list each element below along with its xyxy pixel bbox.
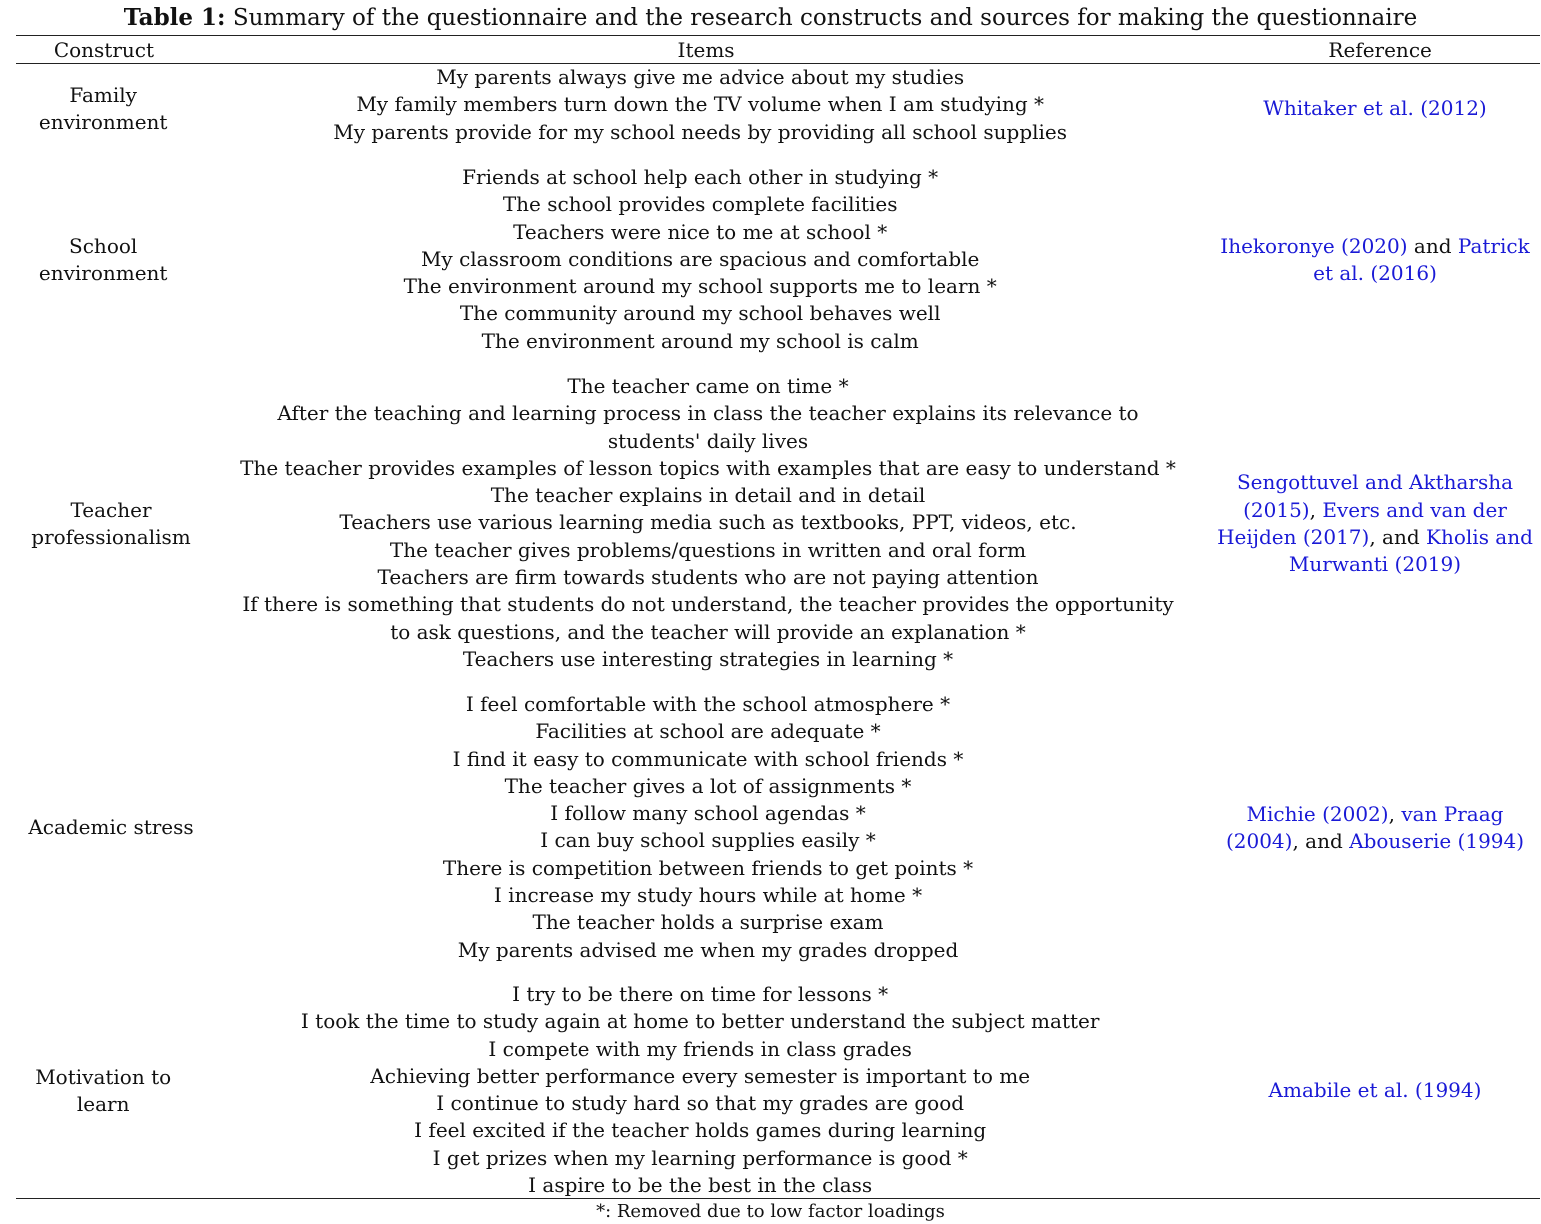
item-text: The teacher came on time * xyxy=(567,374,849,398)
item-text: I took the time to study again at home to better understand the subject matter xyxy=(300,1009,1100,1034)
items-cell xyxy=(206,691,1210,965)
reference-cell xyxy=(1210,469,1540,578)
item-text: The environment around my school supports me to learn * xyxy=(403,274,997,299)
item-text: I feel comfortable with the school atmosphere * xyxy=(465,692,951,716)
item-text: I continue to study hard so that my grades are good xyxy=(436,1091,965,1116)
reference-link[interactable]: Amabile et al. (1994) xyxy=(1268,1078,1482,1103)
construct-label: School environment xyxy=(38,233,168,285)
reference-link[interactable]: Sengottuvel and Aktharsha (2015) xyxy=(1236,470,1514,522)
construct-label: Teacher professionalism xyxy=(31,497,191,549)
item-text: I compete with my friends in class grades xyxy=(488,1036,912,1061)
reference-cell xyxy=(1210,233,1540,288)
items-cell xyxy=(206,373,1210,675)
item-text: The teacher gives problems/questions in written and oral form xyxy=(389,537,1027,562)
item-text: I can buy school supplies easily * xyxy=(540,828,876,853)
item-text: Teachers use interesting strategies in learning * xyxy=(462,646,954,671)
reference-separator: , xyxy=(1388,801,1402,826)
item-text: Achieving better performance every semester is important to me xyxy=(370,1063,1031,1088)
item-text: My parents provide for my school needs by providing all school supplies xyxy=(333,119,1068,144)
questionnaire-table xyxy=(16,35,1540,64)
reference-link[interactable]: Michie (2002) xyxy=(1246,801,1389,826)
item-text: The teacher explains in detail and in detail xyxy=(490,483,926,508)
construct-label: Motivation to learn xyxy=(35,1064,172,1116)
item-text: The teacher gives a lot of assignments * xyxy=(504,773,912,798)
table-row-teacher-professionalism xyxy=(16,373,1540,675)
reference-link[interactable]: Ihekoronye (2020) xyxy=(1220,233,1408,258)
items-cell xyxy=(190,164,1210,356)
header-reference: Reference xyxy=(1328,37,1432,62)
table-row-school-environment xyxy=(16,164,1540,356)
item-text: The teacher provides examples of lesson topics with examples that are easy to understand * xyxy=(240,455,1176,480)
reference-cell xyxy=(1210,1077,1540,1104)
reference-separator: , xyxy=(1309,497,1323,522)
item-text: I get prizes when my learning performance is good * xyxy=(432,1145,968,1170)
table-row-family-environment xyxy=(16,64,1540,154)
item-text: I try to be there on time for lessons * xyxy=(512,982,889,1006)
header-items: Items xyxy=(677,37,735,62)
item-text: Teachers are firm towards students who are not paying attention xyxy=(377,565,1039,590)
item-text: Friends at school help each other in studying * xyxy=(462,165,939,189)
item-text: The school provides complete facilities xyxy=(502,192,898,217)
item-text: There is competition between friends to get points * xyxy=(442,855,974,880)
item-text: I aspire to be the best in the class xyxy=(528,1173,873,1198)
item-text: Teachers use various learning media such as textbooks, PPT, videos, etc. xyxy=(339,510,1077,535)
item-text: My family members turn down the TV volume when I am studying * xyxy=(356,92,1045,117)
item-text: My classroom conditions are spacious and comfortable xyxy=(420,246,980,271)
construct-label: Academic stress xyxy=(28,815,194,840)
caption-text: Summary of the questionnaire and the research constructs and sources for making the questionnaire xyxy=(232,5,1418,31)
item-text: I find it easy to communicate with school friends * xyxy=(452,746,964,771)
item-text: Teachers were nice to me at school * xyxy=(513,219,888,244)
reference-cell xyxy=(1210,801,1540,856)
table-header-row xyxy=(16,36,1540,63)
item-text: The community around my school behaves well xyxy=(459,301,941,326)
table-footnote: *: Removed due to low factor loadings xyxy=(596,1201,945,1222)
header-construct: Construct xyxy=(53,37,155,62)
item-text: After the teaching and learning process in class the teacher explains its relevance to students' daily lives xyxy=(277,401,1139,453)
items-cell xyxy=(190,64,1210,154)
reference-link[interactable]: Evers and van der Heijden (2017) xyxy=(1217,497,1507,549)
construct-label: Family environment xyxy=(38,82,168,134)
reference-link[interactable]: van Praag (2004) xyxy=(1225,801,1504,853)
reference-link[interactable]: Abouserie (1994) xyxy=(1349,829,1525,853)
reference-cell xyxy=(1210,95,1540,122)
item-text: I feel excited if the teacher holds games during learning xyxy=(414,1118,987,1143)
item-text: The teacher holds a surprise exam xyxy=(532,910,884,935)
table-row-academic-stress xyxy=(16,691,1540,965)
table-row-motivation-to-learn xyxy=(16,981,1540,1201)
item-text: My parents always give me advice about my studies xyxy=(436,65,965,89)
table-bottom-rule xyxy=(16,1198,1540,1199)
item-text: I increase my study hours while at home * xyxy=(493,883,923,908)
reference-separator: , and xyxy=(1369,525,1427,549)
reference-separator: and xyxy=(1407,233,1458,258)
item-text: Facilities at school are adequate * xyxy=(535,719,881,744)
reference-link[interactable]: Whitaker et al. (2012) xyxy=(1263,96,1487,121)
table-caption xyxy=(0,3,1541,33)
caption-label: Table 1: xyxy=(123,4,226,31)
items-cell xyxy=(190,981,1210,1201)
reference-separator: , and xyxy=(1292,829,1350,853)
item-text: My parents advised me when my grades dropped xyxy=(457,937,959,962)
item-text: The environment around my school is calm xyxy=(481,328,919,353)
item-text: I follow many school agendas * xyxy=(550,801,866,826)
reference-link[interactable]: Kholis and Murwanti (2019) xyxy=(1288,525,1533,577)
reference-link[interactable]: Patrick et al. (2016) xyxy=(1313,233,1530,285)
item-text: If there is something that students do not understand, the teacher provides the opportunity to ask questions, and the teacher will provide an explanation * xyxy=(242,592,1174,644)
